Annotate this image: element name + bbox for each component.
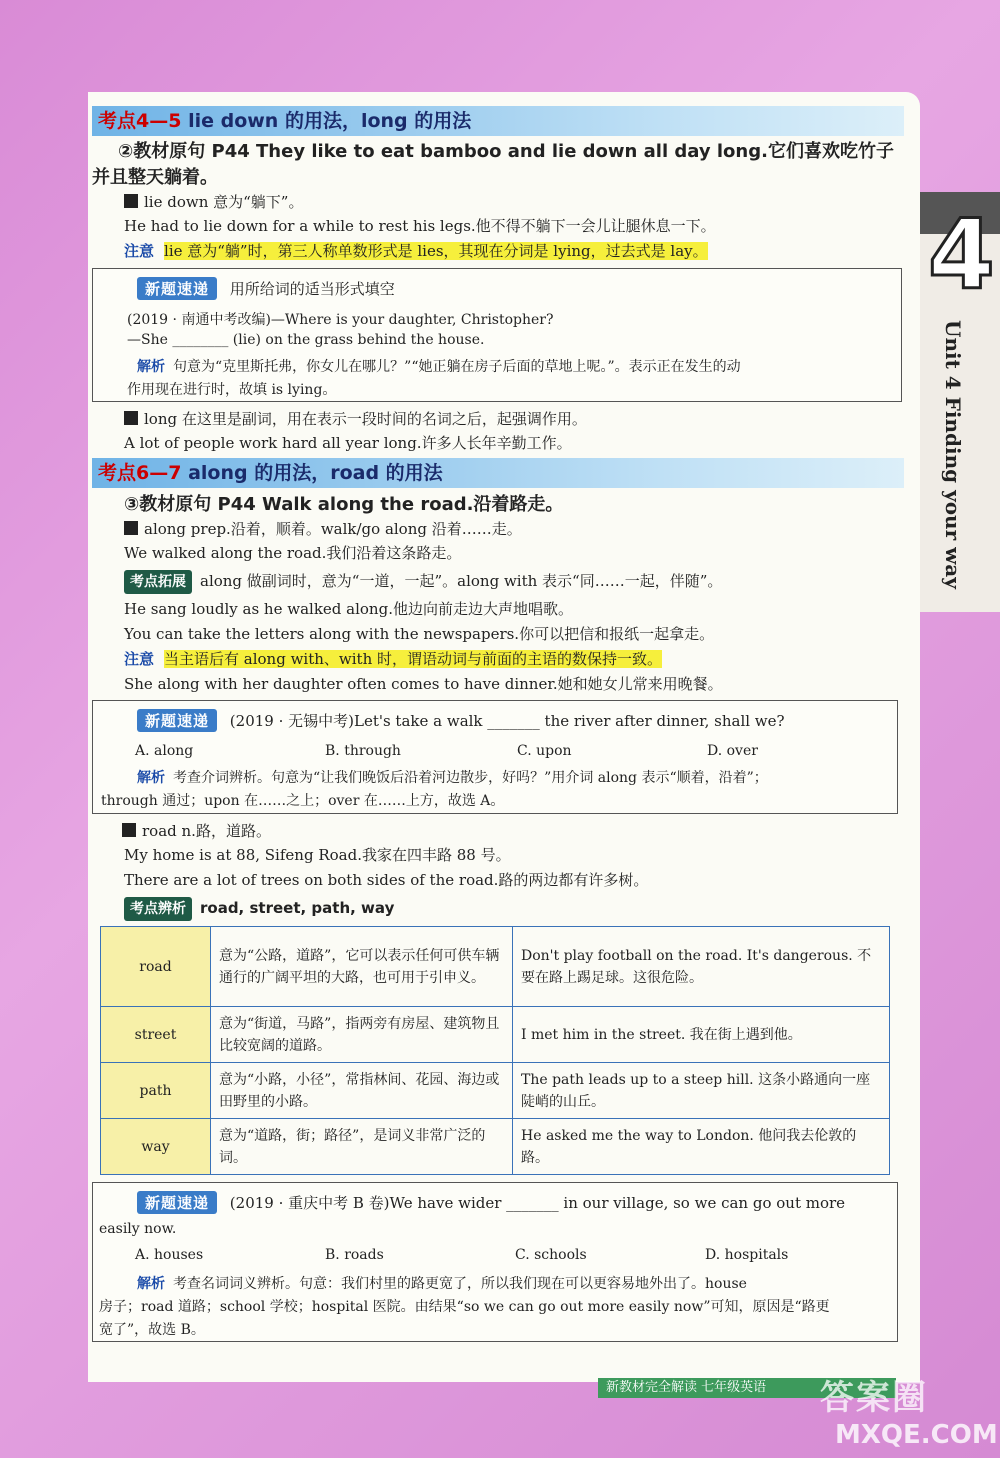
comparison-heading: 考点辨析 road, street, path, way [124, 897, 394, 921]
section-tag: 考点6—7 [98, 462, 182, 484]
original-sentence-cont: 并且整天躺着。 [92, 167, 218, 188]
section-tag: 考点4—5 [98, 110, 182, 132]
answer-analysis: 解析 考查介词辨析。句意为“让我们晚饭后沿着河边散步，好吗？”用介词 along 表示“顺着，沿着”； [137, 770, 768, 786]
option-c: C. schools [515, 1247, 587, 1263]
answer-analysis: 解析 句意为“克里斯托弗，你女儿在哪儿？”“她正躺在房子后面的草地上呢。”。表示正在发生的动 [137, 359, 741, 375]
along-example: We walked along the road.我们沿着这条路走。 [124, 544, 462, 562]
along-example-2: He sang loudly as he walked along.他边向前走边大声地唱歌。 [124, 600, 573, 618]
lie-example: He had to lie down for a while to rest his legs.他不得不躺下一会儿让腿休息一下。 [124, 217, 716, 235]
answer-analysis-cont-2: 宽了”，故选 B。 [99, 1322, 205, 1338]
table-meaning: 意为“公路，道路”，它可以表示任何可供车辆通行的广阔平坦的大路，也可用于引申义。 [211, 927, 513, 1007]
table-row [101, 1119, 890, 1175]
bullet-icon [122, 823, 136, 837]
table-example: Don't play football on the road. It's dangerous. 不要在路上踢足球。这很危险。 [513, 927, 890, 1007]
watermark-url: MXQE.COM [835, 1420, 998, 1450]
table-word: road [101, 927, 211, 1007]
table-word: street [101, 1007, 211, 1063]
original-sentence: ②教材原句 P44 They like to eat bamboo and lie down all day long.它们喜欢吃竹子 [118, 141, 894, 162]
answer-analysis-cont: 作用现在进行时，故填 is lying。 [127, 382, 337, 398]
lie-definition: lie down 意为“躺下”。 [124, 191, 303, 213]
new-question-badge: 新题速递 [137, 277, 217, 300]
table-example: I met him in the street. 我在街上遇到他。 [513, 1007, 890, 1063]
practice-question-2: —She ________ (lie) on the grass behind the house. [127, 332, 485, 348]
unit-number: 4 [928, 199, 995, 311]
unit-title: Unit 4 Finding your way [941, 320, 965, 589]
along-extension: 考点拓展 along 做副词时，意为“一道，一起”。along with 表示“同……一起，伴随”。 [124, 570, 722, 594]
table-word: way [101, 1119, 211, 1175]
practice-question: (2019 · 重庆中考 B 卷)We have wider _______ in our village, so we can go out more [229, 1194, 846, 1212]
answer-analysis-cont: 房子；road 道路；school 学校；hospital 医院。由结果“so we can go out more easily now”可知，原因是“路更 [99, 1299, 830, 1315]
section-title: along 的用法，road 的用法 [188, 462, 443, 484]
lie-note: 注意 lie 意为“躺”时，第三人称单数形式是 lies，其现在分词是 lying，过去式是 lay。 [124, 242, 708, 260]
section-header-6-7 [92, 458, 904, 488]
answer-analysis-cont: through 通过；upon 在……之上；over 在……上方，故选 A。 [101, 793, 505, 809]
table-meaning: 意为“小路，小径”，常指林间、花园、海边或田野里的小路。 [211, 1063, 513, 1119]
practice-question-1: (2019 · 南通中考改编)—Where is your daughter, Christopher? [127, 312, 554, 328]
option-b: B. roads [325, 1247, 384, 1263]
long-example: A lot of people work hard all year long.许多人长年辛勤工作。 [124, 434, 572, 452]
option-a: A. along [135, 743, 194, 759]
table-meaning: 意为“街道，马路”，指两旁有房屋、建筑物且比较宽阔的道路。 [211, 1007, 513, 1063]
bullet-icon [124, 411, 138, 425]
original-sentence: ③教材原句 P44 Walk along the road.沿着路走。 [124, 494, 564, 515]
table-example: He asked me the way to London. 他问我去伦敦的路。 [513, 1119, 890, 1175]
new-question-badge: 新题速递 [137, 1191, 217, 1214]
practice-question-cont: easily now. [99, 1221, 177, 1237]
table-row [101, 927, 890, 1007]
option-b: B. through [325, 743, 401, 759]
practice-box-2 [92, 700, 898, 814]
long-definition: long 在这里是副词，用在表示一段时间的名词之后，起强调作用。 [124, 408, 587, 430]
along-example-4: She along with her daughter often comes to have dinner.她和她女儿常来用晚餐。 [124, 675, 723, 693]
along-example-3: You can take the letters along with the newspapers.你可以把信和报纸一起拿走。 [124, 625, 715, 643]
table-meaning: 意为“道路，街；路径”，是词义非常广泛的词。 [211, 1119, 513, 1175]
table-row [101, 1063, 890, 1119]
new-question-badge: 新题速递 [137, 709, 217, 732]
practice-box-1 [92, 268, 902, 402]
option-d: D. over [707, 743, 758, 759]
table-example: The path leads up to a steep hill. 这条小路通向一座陡峭的山丘。 [513, 1063, 890, 1119]
option-d: D. hospitals [705, 1247, 789, 1263]
along-note: 注意 当主语后有 along with、with 时，谓语动词与前面的主语的数保持一致。 [124, 650, 663, 668]
option-a: A. houses [135, 1247, 204, 1263]
book-footer: 新教材完全解读 七年级英语 [598, 1378, 896, 1398]
watermark-logo: 答案圈 [820, 1378, 928, 1418]
section-title: lie down 的用法，long 的用法 [188, 110, 472, 132]
bullet-icon [124, 521, 138, 535]
extension-badge: 考点拓展 [124, 570, 192, 594]
comparison-badge: 考点辨析 [124, 897, 192, 921]
answer-analysis: 解析 考查名词词义辨析。句意：我们村里的路更宽了，所以我们现在可以更容易地外出了。house [137, 1276, 747, 1292]
table-row [101, 1007, 890, 1063]
practice-box-3 [92, 1182, 898, 1342]
road-definition: road n.路，道路。 [122, 820, 271, 842]
bullet-icon [124, 194, 138, 208]
road-example-2: There are a lot of trees on both sides of the road.路的两边都有许多树。 [124, 871, 649, 889]
practice-question: (2019 · 无锡中考)Let's take a walk _______ the river after dinner, shall we? [229, 712, 785, 730]
table-word: path [101, 1063, 211, 1119]
comparison-table [100, 926, 890, 1175]
option-c: C. upon [517, 743, 572, 759]
section-header-4-5 [92, 106, 904, 136]
along-definition: along prep.沿着，顺着。walk/go along 沿着……走。 [124, 518, 522, 540]
road-example: My home is at 88, Sifeng Road.我家在四丰路 88 号。 [124, 846, 511, 864]
practice-instruction: 用所给词的适当形式填空 [229, 280, 395, 298]
